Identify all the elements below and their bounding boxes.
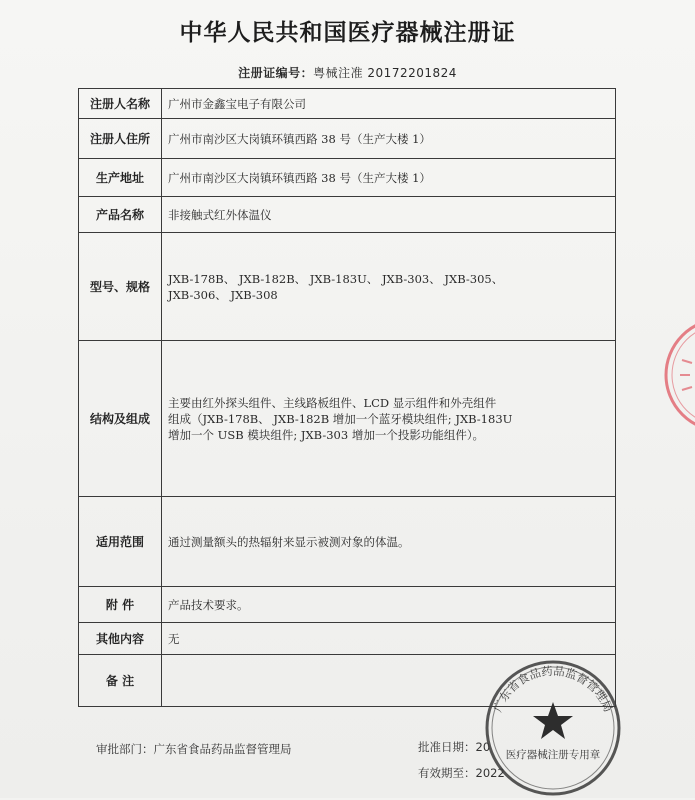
field-label: 注册人住所 [79,119,162,159]
approval-department [96,741,292,757]
field-label: 产品名称 [79,197,162,233]
field-label: 生产地址 [79,159,162,197]
approval-department-label: 审批部门： [96,742,154,756]
red-seal-edge-icon [652,315,695,435]
star-icon [533,702,573,739]
scope-value: 通过测量额头的热辐射来显示被测对象的体温。 [162,497,616,587]
approval-date-label: 批准日期： [418,740,476,754]
field-label: 注册人名称 [79,89,162,119]
approval-department-value: 广东省食品药品监督管理局 [153,742,292,756]
official-seal-icon [475,650,628,800]
structure-line: 主要由红外探头组件、主线路板组件、LCD 显示组件和外壳组件 [168,395,497,410]
row-production-address [79,159,616,197]
production-address-value: 广州市南沙区大岗镇环镇西路 38 号（生产大楼 1） [162,159,616,197]
document-title: 中华人民共和国医疗器械注册证 [179,20,516,46]
field-label: 其他内容 [79,623,162,655]
row-attachment [79,587,616,623]
model-spec-value [162,233,616,341]
structure-value [162,341,616,497]
row-registrant-name [79,89,616,119]
structure-line: 增加一个 USB 模块组件; JXB-303 增加一个投影功能组件）。 [168,427,485,442]
row-structure [79,341,616,497]
certificate-table [78,88,616,707]
registrant-address-value: 广州市南沙区大岗镇环镇西路 38 号（生产大楼 1） [162,119,616,159]
valid-until-value: 2022 [475,766,505,780]
attachment-value: 产品技术要求。 [162,587,616,623]
other-value: 无 [162,623,616,655]
field-label: 附 件 [79,587,162,623]
model-spec-line: JXB-178B、 JXB-182B、 JXB-183U、 JXB-303、 JXB-305、 [168,271,504,286]
registrant-name-value: 广州市金鑫宝电子有限公司 [162,89,616,119]
field-label: 型号、规格 [79,233,162,341]
field-label: 备 注 [79,655,162,707]
structure-line: 组成（JXB-178B、 JXB-182B 增加一个蓝牙模块组件; JXB-183U [168,411,513,426]
row-registrant-address [79,119,616,159]
product-name-value: 非接触式红外体温仪 [162,197,616,233]
registration-number-line [0,64,695,81]
valid-until-label: 有效期至： [418,766,476,780]
registration-number-label: 注册证编号： [238,66,314,80]
approval-date-value: 20 [475,740,491,754]
field-label: 适用范围 [79,497,162,587]
row-model-spec [79,233,616,341]
seal-inner-text: 医疗器械注册专用章 [505,749,601,761]
row-product-name [79,197,616,233]
field-label: 结构及组成 [79,341,162,497]
row-scope [79,497,616,587]
seal-ring-textpath: 广东省食品药品监督管理局 [490,663,616,715]
model-spec-line: JXB-306、 JXB-308 [168,287,278,302]
registration-number-value: 粤械注准 20172201824 [313,66,457,80]
